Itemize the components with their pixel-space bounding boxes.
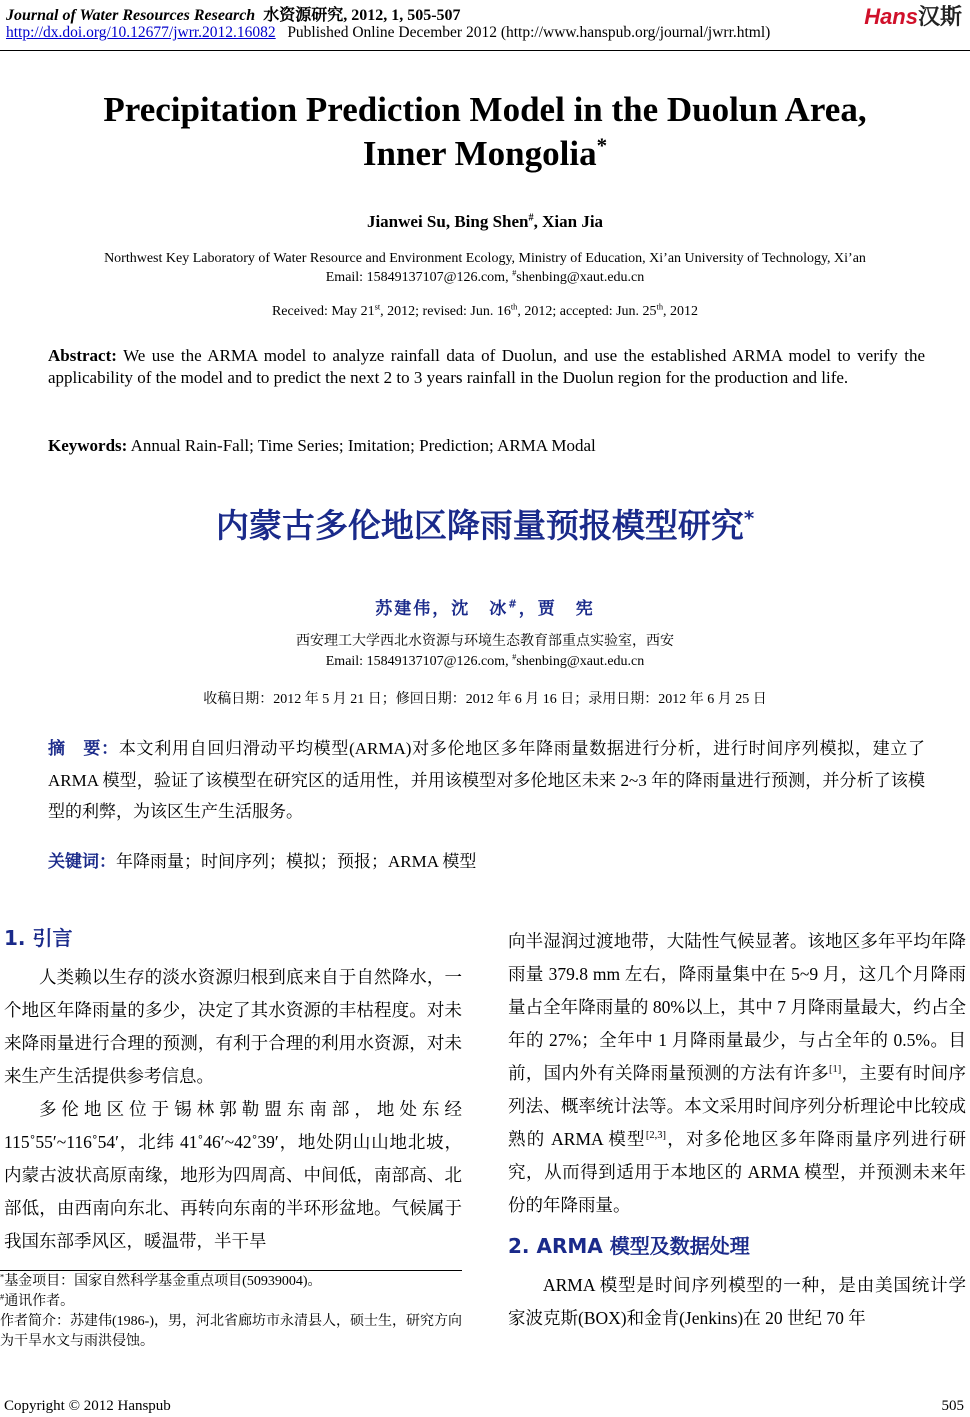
logo-en: Hans [864, 4, 918, 29]
title-mark: * [596, 133, 608, 158]
copyright: Copyright © 2012 Hanspub [4, 1398, 171, 1414]
journal-cn: 水资源研究, 2012, 1, 505-507 [263, 7, 461, 24]
authors-a: Jianwei Su, Bing Shen [366, 212, 529, 231]
citation: [1] [828, 1064, 842, 1076]
recv-sup-2: th [510, 302, 518, 312]
cn-title-mark: * [743, 507, 755, 530]
cn-email-b: shenbing@xaut.edu.cn [516, 654, 645, 669]
chinese-abstract [48, 733, 925, 827]
journal-name: Journal of Water Resources Research [6, 7, 256, 24]
recv-2: , 2012; revised: Jun. 16 [380, 304, 511, 319]
recv-sup-3: th [656, 302, 664, 312]
page-number: 505 [941, 1398, 964, 1414]
email-a: Email: 15849137107@126.com, [325, 270, 513, 285]
email [0, 268, 970, 287]
recv-sup-1: st [374, 302, 381, 312]
p3-a: 向半湿润过渡地带，大陆性气候显著。该地区多年平均年降雨量 379.8 mm 左右，降雨量集中在 5~9 月，这几个月降雨量占全年降雨量的 80%以上，其中 7 月降雨量最大，约占全年的 27%；全年中 1 月降雨量最少，与占全年的 0.5%。目前，国内外有关降雨量预测的方法有许多 [508, 931, 966, 1083]
footnote-funding: 基金项目：国家自然科学基金重点项目(50939004)。 [4, 1274, 322, 1289]
cn-abstract-label: 摘 要： [48, 739, 119, 759]
email-b: shenbing@xaut.edu.cn [516, 270, 645, 285]
right-column [508, 925, 966, 1335]
fn-mark: * [0, 1272, 5, 1282]
cn-affiliation-text: 西安理工大学西北水资源与环境生态教育部重点实验室，西安 [296, 634, 674, 649]
doi-line [6, 24, 770, 42]
logo-cn: 汉斯 [917, 4, 962, 29]
footnote-author-bio: 作者简介：苏建伟(1986-)，男，河北省廊坊市永清县人，硕士生，研究方向为干旱水文与雨洪侵蚀。 [0, 1314, 462, 1349]
recv-1: Received: May 21 [271, 304, 375, 319]
abstract-text: We use the ARMA model to analyze rainfall data of Duolun, and use the established ARMA model to verify the applicability of the model and to predict the next 2 to 3 years rainfall in the Duolun region for the production and life. [48, 346, 925, 387]
email-mark: # [512, 268, 517, 278]
cn-authors-a: 苏建伟，沈 冰 [375, 599, 509, 619]
keywords-text: Annual Rain-Fall; Time Series; Imitation; Prediction; ARMA Modal [127, 436, 596, 455]
cn-abstract-text: 本文利用自回归滑动平均模型(ARMA)对多伦地区多年降雨量数据进行分析，进行时间序列模拟，建立了 ARMA 模型，验证了该模型在研究区的适用性，并用该模型对多伦地区未来 2~3 年的降雨量进行预测，并分析了该模型的利弊，为该区生产生活服务。 [48, 739, 925, 821]
doi-link[interactable]: http://dx.doi.org/10.12677/jwrr.2012.16082 [6, 24, 276, 41]
chinese-keywords [48, 846, 925, 878]
footnotes [0, 1272, 462, 1352]
authors-mark: # [528, 212, 534, 224]
p3-b: ，主要有时间序列法、概率统计法等。本文采用时间序列分析理论中比较成熟的 ARMA 模型 [508, 1063, 967, 1149]
recv-3: , 2012; accepted: Jun. 25 [517, 304, 657, 319]
hans-logo [864, 0, 962, 31]
section-2-heading: 2. ARMA 模型及数据处理 [508, 1234, 750, 1258]
cn-authors-mark: # [508, 599, 519, 611]
authors-b: , Xian Jia [533, 212, 604, 231]
published-note: Published Online December 2012 (http://www.hanspub.org/journal/jwrr.html) [287, 24, 771, 41]
cn-keywords-text: 年降雨量；时间序列；模拟；预报；ARMA 模型 [116, 852, 477, 871]
paragraph: 多伦地区位于锡林郭勒盟东南部，地处东经115˚55′~116˚54′，北纬 41˚46′~42˚39′，地处阴山山地北坡，内蒙古波状高原南缘，地形为四周高、中间低，南部高、北部低，由西南向东北、再转向东南的半环形盆地。气候属于我国东部季风区，暖温带，半干旱 [4, 1099, 462, 1251]
citation: [2,3] [645, 1130, 666, 1142]
title-line-2: Inner Mongolia [362, 134, 597, 173]
cn-keywords-label: 关键词： [48, 852, 116, 872]
p3-c: ，对多伦地区多年降雨量序列进行研究，从而得到适用于本地区的 ARMA 模型，并预测未来年份的年降雨量。 [508, 1129, 967, 1215]
english-abstract [48, 345, 925, 389]
left-column [4, 922, 462, 1258]
footnote-corresponding: 通讯作者。 [4, 1294, 75, 1309]
cn-email-a: Email: 15849137107@126.com, [325, 654, 513, 669]
chinese-dates: 收稿日期：2012 年 5 月 21 日；修回日期：2012 年 6 月 16 日；录用日期：2012 年 6 月 25 日 [203, 692, 767, 707]
abstract-label: Abstract: [48, 346, 117, 365]
paragraph [508, 925, 966, 1222]
received-dates [0, 304, 970, 320]
english-authors [0, 212, 970, 232]
cn-email [0, 652, 970, 672]
footnote-rule [0, 1270, 462, 1271]
title-line-1: Precipitation Prediction Model in the Duolun Area, [103, 90, 867, 129]
paragraph: ARMA 模型是时间序列模型的一种，是由美国统计学家波克斯(BOX)和金肯(Jenkins)在 20 世纪 70 年 [508, 1275, 966, 1328]
affiliation: Northwest Key Laboratory of Water Resource and Environment Ecology, Ministry of Education, Xi’an University of Technology, Xi’an [104, 251, 866, 266]
english-title [0, 88, 970, 176]
chinese-authors [0, 594, 970, 619]
cn-authors-b: ，贾 宪 [518, 599, 595, 619]
cn-email-mark: # [512, 652, 517, 662]
paragraph: 人类赖以生存的淡水资源归根到底来自于自然降水，一个地区年降雨量的多少，决定了其水资源的丰枯程度。对未来降雨量进行合理的预测，有利于合理的利用水资源，对未来生产生活提供参考信息。 [4, 967, 462, 1086]
chinese-affiliation [0, 632, 970, 672]
journal-header [6, 2, 461, 25]
recv-4: , 2012 [663, 304, 699, 319]
cn-title-text: 内蒙古多伦地区降雨量预报模型研究 [215, 506, 744, 545]
english-affiliation [0, 249, 970, 287]
header-rule [0, 50, 970, 51]
english-keywords [48, 435, 925, 457]
keywords-label: Keywords: [48, 436, 128, 455]
chinese-title [0, 500, 970, 547]
fn-mark: # [0, 1292, 5, 1302]
section-1-heading: 1. 引言 [4, 926, 73, 950]
